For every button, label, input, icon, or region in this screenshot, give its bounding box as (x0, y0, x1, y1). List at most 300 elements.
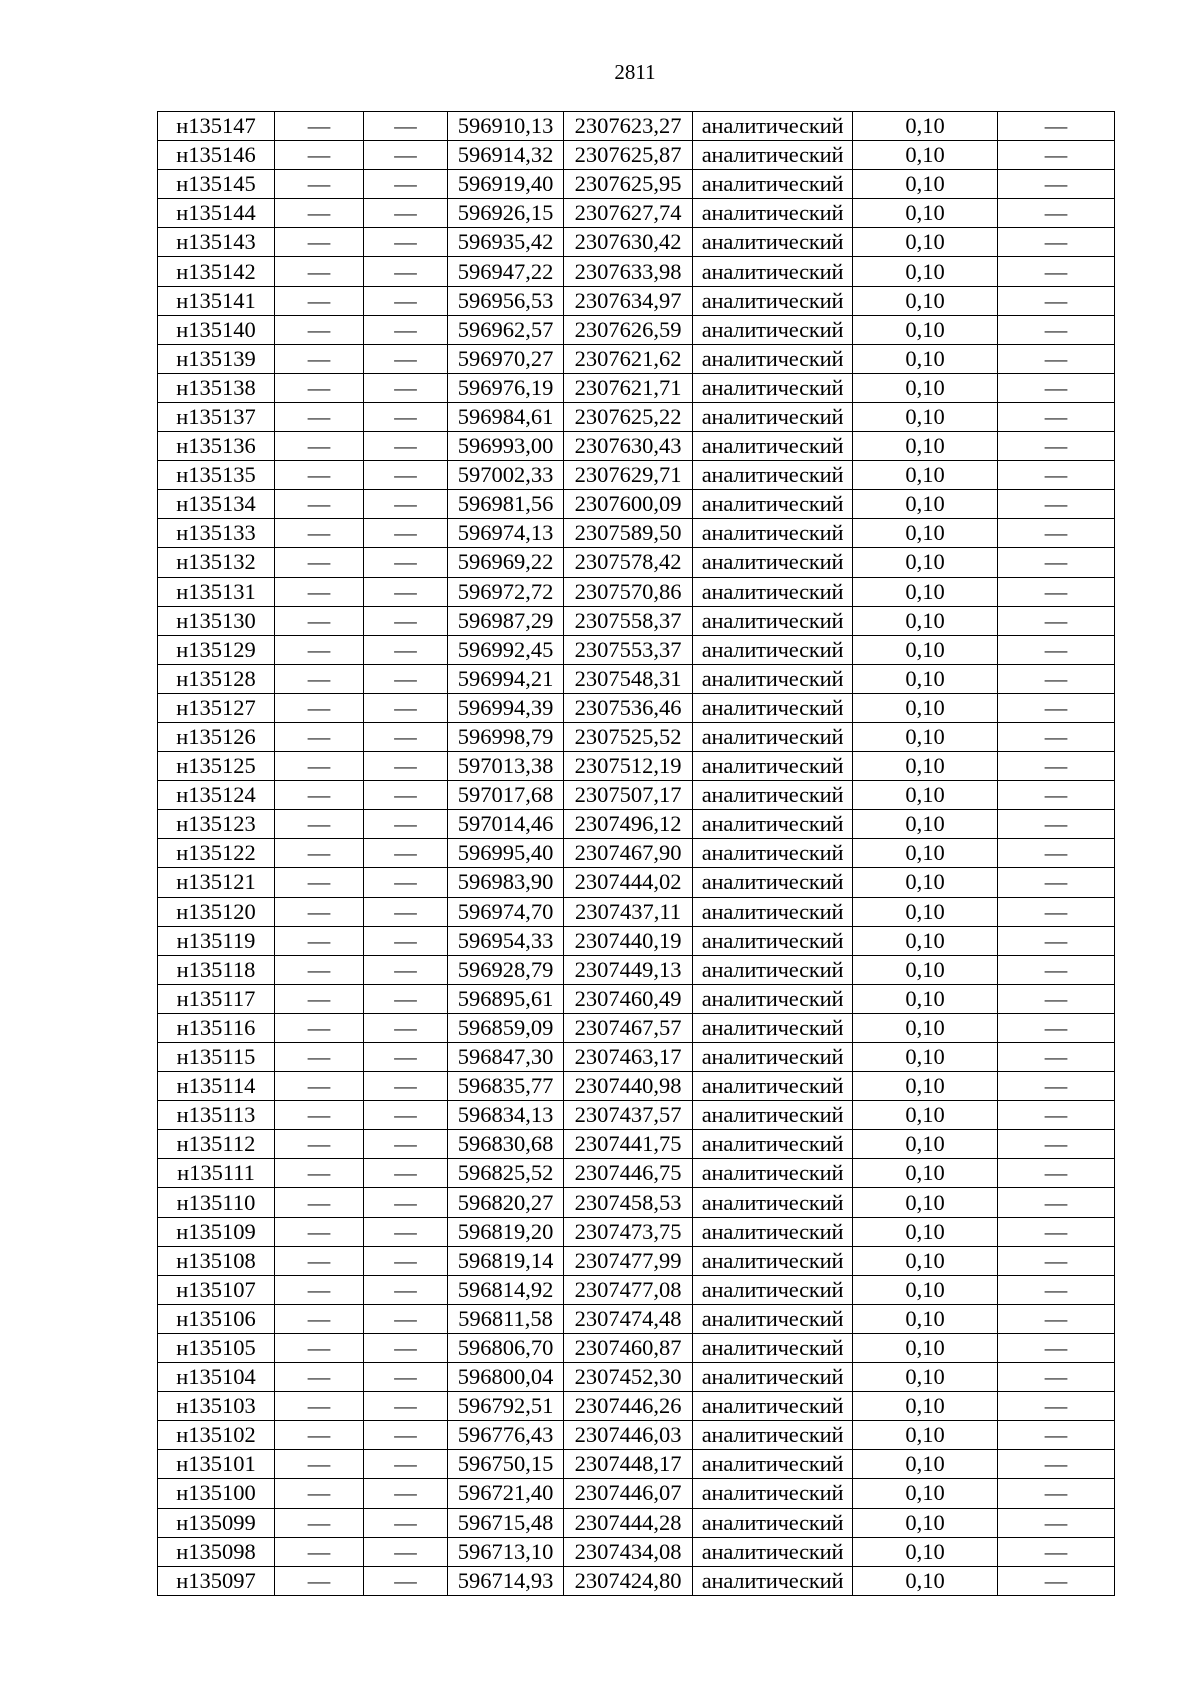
table-row (158, 1246, 1115, 1275)
table-row (158, 286, 1115, 315)
accuracy-cell: 0,10 (853, 257, 998, 286)
accuracy-cell: 0,10 (853, 1013, 998, 1042)
empty-dash-cell: — (275, 432, 364, 461)
point-name-cell: н135122 (158, 839, 275, 868)
method-cell: аналитический (693, 141, 853, 170)
method-cell: аналитический (693, 257, 853, 286)
method-cell: аналитический (693, 1508, 853, 1537)
empty-dash-cell: — (364, 693, 448, 722)
empty-dash-cell: — (364, 752, 448, 781)
empty-dash-cell: — (998, 199, 1115, 228)
method-cell: аналитический (693, 1304, 853, 1333)
empty-dash-cell: — (275, 722, 364, 751)
table-row (158, 606, 1115, 635)
empty-dash-cell: — (364, 955, 448, 984)
empty-dash-cell: — (364, 1188, 448, 1217)
empty-dash-cell: — (275, 1508, 364, 1537)
empty-dash-cell: — (275, 257, 364, 286)
empty-dash-cell: — (998, 257, 1115, 286)
method-cell: аналитический (693, 926, 853, 955)
empty-dash-cell: — (364, 1450, 448, 1479)
table-row (158, 373, 1115, 402)
point-name-cell: н135134 (158, 490, 275, 519)
coordinate-y-cell: 2307626,59 (564, 315, 693, 344)
empty-dash-cell: — (998, 1246, 1115, 1275)
method-cell: аналитический (693, 577, 853, 606)
method-cell: аналитический (693, 548, 853, 577)
empty-dash-cell: — (275, 141, 364, 170)
empty-dash-cell: — (998, 1217, 1115, 1246)
table-row (158, 344, 1115, 373)
empty-dash-cell: — (998, 432, 1115, 461)
empty-dash-cell: — (998, 1043, 1115, 1072)
coordinate-y-cell: 2307437,11 (564, 897, 693, 926)
coordinate-x-cell: 596962,57 (448, 315, 564, 344)
page-number: 2811 (614, 60, 656, 84)
point-name-cell: н135141 (158, 286, 275, 315)
empty-dash-cell: — (364, 810, 448, 839)
point-name-cell: н135127 (158, 693, 275, 722)
coordinate-y-cell: 2307446,07 (564, 1479, 693, 1508)
coordinate-y-cell: 2307440,98 (564, 1072, 693, 1101)
empty-dash-cell: — (998, 1304, 1115, 1333)
empty-dash-cell: — (364, 373, 448, 402)
method-cell: аналитический (693, 1450, 853, 1479)
empty-dash-cell: — (998, 461, 1115, 490)
empty-dash-cell: — (998, 1130, 1115, 1159)
coordinate-x-cell: 596935,42 (448, 228, 564, 257)
point-name-cell: н135107 (158, 1275, 275, 1304)
empty-dash-cell: — (364, 228, 448, 257)
empty-dash-cell: — (275, 1566, 364, 1595)
point-name-cell: н135116 (158, 1013, 275, 1042)
point-name-cell: н135144 (158, 199, 275, 228)
coordinate-x-cell: 596954,33 (448, 926, 564, 955)
empty-dash-cell: — (364, 1566, 448, 1595)
coordinate-x-cell: 596987,29 (448, 606, 564, 635)
method-cell: аналитический (693, 722, 853, 751)
accuracy-cell: 0,10 (853, 170, 998, 199)
empty-dash-cell: — (364, 402, 448, 431)
empty-dash-cell: — (364, 1130, 448, 1159)
point-name-cell: н135108 (158, 1246, 275, 1275)
empty-dash-cell: — (275, 752, 364, 781)
table-row (158, 402, 1115, 431)
point-name-cell: н135118 (158, 955, 275, 984)
method-cell: аналитический (693, 228, 853, 257)
coordinate-y-cell: 2307448,17 (564, 1450, 693, 1479)
empty-dash-cell: — (275, 1246, 364, 1275)
point-name-cell: н135105 (158, 1333, 275, 1362)
method-cell: аналитический (693, 606, 853, 635)
accuracy-cell: 0,10 (853, 1043, 998, 1072)
accuracy-cell: 0,10 (853, 1479, 998, 1508)
empty-dash-cell: — (998, 897, 1115, 926)
coordinate-x-cell: 596926,15 (448, 199, 564, 228)
point-name-cell: н135098 (158, 1537, 275, 1566)
empty-dash-cell: — (275, 1217, 364, 1246)
coordinate-x-cell: 596981,56 (448, 490, 564, 519)
empty-dash-cell: — (998, 664, 1115, 693)
empty-dash-cell: — (998, 1159, 1115, 1188)
empty-dash-cell: — (998, 722, 1115, 751)
empty-dash-cell: — (998, 1479, 1115, 1508)
coordinate-x-cell: 596800,04 (448, 1363, 564, 1392)
table-row (158, 781, 1115, 810)
empty-dash-cell: — (998, 1333, 1115, 1362)
coordinate-x-cell: 596713,10 (448, 1537, 564, 1566)
table-row (158, 1159, 1115, 1188)
table-row (158, 1043, 1115, 1072)
table-row (158, 955, 1115, 984)
table-row (158, 1275, 1115, 1304)
empty-dash-cell: — (275, 635, 364, 664)
point-name-cell: н135139 (158, 344, 275, 373)
coordinate-y-cell: 2307589,50 (564, 519, 693, 548)
empty-dash-cell: — (275, 344, 364, 373)
empty-dash-cell: — (998, 141, 1115, 170)
accuracy-cell: 0,10 (853, 548, 998, 577)
empty-dash-cell: — (364, 606, 448, 635)
point-name-cell: н135111 (158, 1159, 275, 1188)
method-cell: аналитический (693, 868, 853, 897)
coordinate-x-cell: 596974,70 (448, 897, 564, 926)
coordinate-y-cell: 2307446,26 (564, 1392, 693, 1421)
point-name-cell: н135110 (158, 1188, 275, 1217)
coordinate-x-cell: 596792,51 (448, 1392, 564, 1421)
point-name-cell: н135135 (158, 461, 275, 490)
coordinate-x-cell: 597017,68 (448, 781, 564, 810)
method-cell: аналитический (693, 519, 853, 548)
coordinate-y-cell: 2307440,19 (564, 926, 693, 955)
accuracy-cell: 0,10 (853, 1275, 998, 1304)
coordinate-x-cell: 596970,27 (448, 344, 564, 373)
table-row (158, 1072, 1115, 1101)
empty-dash-cell: — (998, 752, 1115, 781)
coordinate-x-cell: 596776,43 (448, 1421, 564, 1450)
point-name-cell: н135100 (158, 1479, 275, 1508)
empty-dash-cell: — (275, 1333, 364, 1362)
coordinate-y-cell: 2307525,52 (564, 722, 693, 751)
method-cell: аналитический (693, 402, 853, 431)
coordinate-y-cell: 2307627,74 (564, 199, 693, 228)
coordinate-y-cell: 2307434,08 (564, 1537, 693, 1566)
empty-dash-cell: — (364, 257, 448, 286)
coordinate-x-cell: 596721,40 (448, 1479, 564, 1508)
method-cell: аналитический (693, 490, 853, 519)
point-name-cell: н135113 (158, 1101, 275, 1130)
coordinate-x-cell: 596993,00 (448, 432, 564, 461)
accuracy-cell: 0,10 (853, 868, 998, 897)
point-name-cell: н135138 (158, 373, 275, 402)
empty-dash-cell: — (275, 1275, 364, 1304)
empty-dash-cell: — (998, 1188, 1115, 1217)
empty-dash-cell: — (364, 519, 448, 548)
method-cell: аналитический (693, 839, 853, 868)
coordinate-x-cell: 596969,22 (448, 548, 564, 577)
empty-dash-cell: — (998, 548, 1115, 577)
accuracy-cell: 0,10 (853, 1188, 998, 1217)
method-cell: аналитический (693, 1188, 853, 1217)
empty-dash-cell: — (364, 868, 448, 897)
coordinate-x-cell: 596995,40 (448, 839, 564, 868)
empty-dash-cell: — (275, 286, 364, 315)
empty-dash-cell: — (364, 1159, 448, 1188)
coordinate-x-cell: 596825,52 (448, 1159, 564, 1188)
table-row (158, 722, 1115, 751)
point-name-cell: н135104 (158, 1363, 275, 1392)
table-row (158, 635, 1115, 664)
coordinate-y-cell: 2307424,80 (564, 1566, 693, 1595)
accuracy-cell: 0,10 (853, 752, 998, 781)
point-name-cell: н135103 (158, 1392, 275, 1421)
coordinate-y-cell: 2307496,12 (564, 810, 693, 839)
coordinate-x-cell: 596994,39 (448, 693, 564, 722)
coordinate-x-cell: 596914,32 (448, 141, 564, 170)
table-row (158, 257, 1115, 286)
accuracy-cell: 0,10 (853, 402, 998, 431)
empty-dash-cell: — (364, 1246, 448, 1275)
empty-dash-cell: — (275, 1101, 364, 1130)
empty-dash-cell: — (998, 402, 1115, 431)
empty-dash-cell: — (275, 1537, 364, 1566)
method-cell: аналитический (693, 373, 853, 402)
coordinate-x-cell: 596994,21 (448, 664, 564, 693)
accuracy-cell: 0,10 (853, 1101, 998, 1130)
empty-dash-cell: — (275, 781, 364, 810)
empty-dash-cell: — (364, 170, 448, 199)
empty-dash-cell: — (364, 315, 448, 344)
empty-dash-cell: — (364, 926, 448, 955)
accuracy-cell: 0,10 (853, 1566, 998, 1595)
table-row (158, 1217, 1115, 1246)
empty-dash-cell: — (275, 112, 364, 141)
method-cell: аналитический (693, 1479, 853, 1508)
accuracy-cell: 0,10 (853, 344, 998, 373)
method-cell: аналитический (693, 693, 853, 722)
table-row (158, 839, 1115, 868)
point-name-cell: н135140 (158, 315, 275, 344)
empty-dash-cell: — (998, 170, 1115, 199)
coordinate-y-cell: 2307467,90 (564, 839, 693, 868)
accuracy-cell: 0,10 (853, 461, 998, 490)
empty-dash-cell: — (998, 1450, 1115, 1479)
accuracy-cell: 0,10 (853, 286, 998, 315)
coordinate-x-cell: 596715,48 (448, 1508, 564, 1537)
point-name-cell: н135115 (158, 1043, 275, 1072)
empty-dash-cell: — (998, 606, 1115, 635)
empty-dash-cell: — (275, 170, 364, 199)
accuracy-cell: 0,10 (853, 1450, 998, 1479)
accuracy-cell: 0,10 (853, 1072, 998, 1101)
point-name-cell: н135123 (158, 810, 275, 839)
coordinates-table (157, 111, 1115, 1596)
empty-dash-cell: — (275, 461, 364, 490)
accuracy-cell: 0,10 (853, 373, 998, 402)
empty-dash-cell: — (275, 1013, 364, 1042)
empty-dash-cell: — (275, 984, 364, 1013)
accuracy-cell: 0,10 (853, 1304, 998, 1333)
coordinate-y-cell: 2307437,57 (564, 1101, 693, 1130)
empty-dash-cell: — (275, 868, 364, 897)
point-name-cell: н135125 (158, 752, 275, 781)
table-row (158, 926, 1115, 955)
coordinate-y-cell: 2307444,28 (564, 1508, 693, 1537)
method-cell: аналитический (693, 1072, 853, 1101)
empty-dash-cell: — (275, 1304, 364, 1333)
table-row (158, 1421, 1115, 1450)
point-name-cell: н135109 (158, 1217, 275, 1246)
empty-dash-cell: — (364, 839, 448, 868)
point-name-cell: н135112 (158, 1130, 275, 1159)
coordinate-x-cell: 596895,61 (448, 984, 564, 1013)
empty-dash-cell: — (364, 548, 448, 577)
empty-dash-cell: — (364, 286, 448, 315)
empty-dash-cell: — (998, 490, 1115, 519)
coordinate-x-cell: 596750,15 (448, 1450, 564, 1479)
table-row (158, 1479, 1115, 1508)
table-row (158, 432, 1115, 461)
table-row (158, 577, 1115, 606)
coordinate-y-cell: 2307473,75 (564, 1217, 693, 1246)
point-name-cell: н135106 (158, 1304, 275, 1333)
accuracy-cell: 0,10 (853, 315, 998, 344)
coordinate-y-cell: 2307625,87 (564, 141, 693, 170)
accuracy-cell: 0,10 (853, 199, 998, 228)
coordinate-x-cell: 597013,38 (448, 752, 564, 781)
table-row (158, 461, 1115, 490)
coordinate-y-cell: 2307512,19 (564, 752, 693, 781)
table-row (158, 1130, 1115, 1159)
empty-dash-cell: — (364, 141, 448, 170)
empty-dash-cell: — (364, 1072, 448, 1101)
empty-dash-cell: — (275, 1043, 364, 1072)
empty-dash-cell: — (998, 228, 1115, 257)
empty-dash-cell: — (998, 693, 1115, 722)
coordinate-y-cell: 2307467,57 (564, 1013, 693, 1042)
coordinate-y-cell: 2307463,17 (564, 1043, 693, 1072)
method-cell: аналитический (693, 1566, 853, 1595)
coordinate-x-cell: 596983,90 (448, 868, 564, 897)
empty-dash-cell: — (364, 1421, 448, 1450)
table-row (158, 170, 1115, 199)
empty-dash-cell: — (364, 897, 448, 926)
coordinate-x-cell: 596834,13 (448, 1101, 564, 1130)
accuracy-cell: 0,10 (853, 228, 998, 257)
table-row (158, 1013, 1115, 1042)
point-name-cell: н135102 (158, 1421, 275, 1450)
empty-dash-cell: — (998, 1013, 1115, 1042)
coordinate-x-cell: 596984,61 (448, 402, 564, 431)
method-cell: аналитический (693, 344, 853, 373)
empty-dash-cell: — (998, 112, 1115, 141)
table-row (158, 897, 1115, 926)
empty-dash-cell: — (364, 344, 448, 373)
table-row (158, 1508, 1115, 1537)
method-cell: аналитический (693, 752, 853, 781)
point-name-cell: н135117 (158, 984, 275, 1013)
coordinate-x-cell: 596819,14 (448, 1246, 564, 1275)
coordinate-y-cell: 2307460,87 (564, 1333, 693, 1362)
empty-dash-cell: — (998, 1072, 1115, 1101)
empty-dash-cell: — (275, 839, 364, 868)
method-cell: аналитический (693, 1363, 853, 1392)
accuracy-cell: 0,10 (853, 926, 998, 955)
empty-dash-cell: — (998, 926, 1115, 955)
empty-dash-cell: — (998, 577, 1115, 606)
empty-dash-cell: — (275, 402, 364, 431)
table-row (158, 1304, 1115, 1333)
empty-dash-cell: — (364, 1363, 448, 1392)
table-row (158, 112, 1115, 141)
coordinate-x-cell: 596972,72 (448, 577, 564, 606)
accuracy-cell: 0,10 (853, 781, 998, 810)
method-cell: аналитический (693, 1275, 853, 1304)
method-cell: аналитический (693, 1159, 853, 1188)
coordinate-y-cell: 2307629,71 (564, 461, 693, 490)
coordinate-x-cell: 596919,40 (448, 170, 564, 199)
empty-dash-cell: — (998, 315, 1115, 344)
coordinate-x-cell: 597014,46 (448, 810, 564, 839)
empty-dash-cell: — (998, 1421, 1115, 1450)
empty-dash-cell: — (275, 955, 364, 984)
coordinate-x-cell: 596820,27 (448, 1188, 564, 1217)
point-name-cell: н135101 (158, 1450, 275, 1479)
accuracy-cell: 0,10 (853, 810, 998, 839)
coordinate-y-cell: 2307444,02 (564, 868, 693, 897)
empty-dash-cell: — (275, 810, 364, 839)
coordinate-x-cell: 596830,68 (448, 1130, 564, 1159)
coordinate-x-cell: 596928,79 (448, 955, 564, 984)
accuracy-cell: 0,10 (853, 664, 998, 693)
empty-dash-cell: — (998, 984, 1115, 1013)
coordinate-y-cell: 2307553,37 (564, 635, 693, 664)
method-cell: аналитический (693, 897, 853, 926)
empty-dash-cell: — (998, 286, 1115, 315)
coordinate-x-cell: 596956,53 (448, 286, 564, 315)
empty-dash-cell: — (275, 1188, 364, 1217)
point-name-cell: н135114 (158, 1072, 275, 1101)
empty-dash-cell: — (275, 1450, 364, 1479)
coordinate-x-cell: 596811,58 (448, 1304, 564, 1333)
empty-dash-cell: — (275, 315, 364, 344)
empty-dash-cell: — (275, 1363, 364, 1392)
method-cell: аналитический (693, 1217, 853, 1246)
empty-dash-cell: — (275, 490, 364, 519)
empty-dash-cell: — (364, 1013, 448, 1042)
table-row (158, 868, 1115, 897)
method-cell: аналитический (693, 170, 853, 199)
empty-dash-cell: — (364, 781, 448, 810)
method-cell: аналитический (693, 1043, 853, 1072)
coordinate-x-cell: 596814,92 (448, 1275, 564, 1304)
table-row (158, 1363, 1115, 1392)
point-name-cell: н135145 (158, 170, 275, 199)
accuracy-cell: 0,10 (853, 1159, 998, 1188)
point-name-cell: н135147 (158, 112, 275, 141)
coordinate-x-cell: 596974,13 (448, 519, 564, 548)
empty-dash-cell: — (364, 461, 448, 490)
empty-dash-cell: — (275, 373, 364, 402)
accuracy-cell: 0,10 (853, 984, 998, 1013)
empty-dash-cell: — (364, 112, 448, 141)
coordinate-y-cell: 2307449,13 (564, 955, 693, 984)
method-cell: аналитический (693, 1537, 853, 1566)
empty-dash-cell: — (364, 1333, 448, 1362)
coordinate-y-cell: 2307452,30 (564, 1363, 693, 1392)
table-row (158, 693, 1115, 722)
empty-dash-cell: — (275, 228, 364, 257)
